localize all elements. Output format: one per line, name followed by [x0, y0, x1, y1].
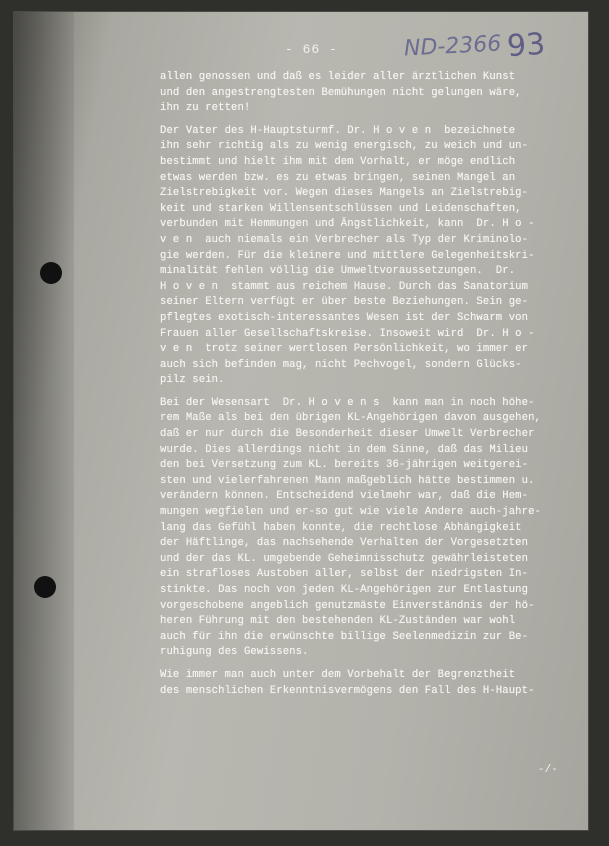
- paragraph: [160, 70, 570, 117]
- text-line: ein strafloses Austoben aller, selbst der niedrigsten In-: [160, 568, 529, 581]
- text-line: mungen wegfielen und er-so gut wie viele Andere auch-jahre-: [160, 506, 541, 519]
- text-line: etwas werden bzw. es zu etwas bringen, seinen Mangel an: [160, 171, 516, 184]
- text-line: verändern können. Entscheidend vielmehr war, daß die Hem-: [160, 490, 529, 503]
- text-line: v e n auch niemals ein Verbrecher als Typ der Kriminolo-: [160, 233, 529, 246]
- text-line: v e n trotz seiner wertlosen Persönlichkeit, wo immer er: [160, 343, 529, 356]
- text-line: allen genossen und daß es leider aller ärztlichen Kunst: [160, 71, 516, 83]
- text-line: daß er nur durch die Besonderheit dieser Umwelt Verbrecher: [160, 428, 535, 441]
- text-line: ihn sehr richtig als zu wenig energisch, zu weich und un-: [160, 140, 529, 153]
- text-line: wurde. Dies allerdings nicht in dem Sinne, daß das Milieu: [160, 443, 529, 456]
- text-line: H o v e n stammt aus reichem Hause. Durch das Sanatorium: [160, 280, 529, 293]
- text-line: seiner Eltern verfügt er über beste Beziehungen. Sein ge-: [160, 296, 529, 309]
- binding-fold-shadow: [14, 12, 74, 830]
- text-line: der Häftlinge, das nachsehende Verhalten der Vorgesetzten: [160, 537, 529, 550]
- text-line: auch sich befinden mag, nicht Pechvogel, sondern Glücks-: [160, 358, 522, 371]
- text-line: sten und vielerfahrenen Mann maßgeblich hätte bestimmen u.: [160, 474, 535, 487]
- text-line: Wie immer man auch unter dem Vorbehalt der Begrenztheit: [160, 668, 516, 681]
- text-line: heren Führung mit den bestehenden KL-Zuständen war wohl: [160, 615, 516, 628]
- text-line: minalität fehlen völlig die Umweltvoraussetzungen. Dr.: [160, 265, 516, 278]
- paragraph: [160, 124, 570, 389]
- text-line: den bei Versetzung zum KL. bereits 36-jährigen weitgerei-: [160, 459, 529, 472]
- typed-body-text: [160, 70, 570, 699]
- page-number: - 66 -: [285, 42, 338, 57]
- archive-stamp-number: ND-2366: [403, 31, 502, 62]
- text-line: und den angestrengtesten Bemühungen nicht gelungen wäre,: [160, 86, 522, 99]
- text-line: pilz sein.: [160, 374, 225, 387]
- text-line: keit und starken Willensentschlüssen und Leidenschaften,: [160, 202, 522, 215]
- text-line: des menschlichen Erkenntnisvermögens den Fall des H-Haupt-: [160, 684, 535, 697]
- text-line: ruhigung des Gewissens.: [160, 646, 309, 659]
- paragraph: [160, 668, 570, 699]
- text-line: Der Vater des H-Hauptsturmf. Dr. H o v e n bezeichnete: [160, 124, 516, 137]
- punch-hole-lower: [34, 576, 56, 598]
- continuation-mark: -/-: [538, 764, 558, 776]
- text-line: pflegtes exotisch-interessantes Wesen ist der Schwarm von: [160, 311, 529, 324]
- text-line: auch für ihn die erwünschte billige Seelenmedizin zur Be-: [160, 630, 529, 643]
- folio-number: 93: [505, 26, 547, 65]
- text-line: rem Maße als bei den übrigen KL-Angehörigen davon ausgehen,: [160, 412, 541, 425]
- text-line: ihn zu retten!: [160, 102, 251, 115]
- paragraph: [160, 396, 570, 661]
- text-line: stinkte. Das noch von jeden KL-Angehörigen zur Entlastung: [160, 584, 529, 596]
- paragraph-gap: [160, 389, 570, 396]
- text-line: gie werden. Für die kleinere und mittlere Gelegenheitskri-: [160, 249, 535, 262]
- text-line: und der das KL. umgebende Geheimnisschutz gewährleisteten: [160, 552, 529, 565]
- text-line: Frauen aller Gesellschaftskreise. Insoweit wird Dr. H o -: [160, 327, 535, 340]
- text-line: verbunden mit Hemmungen und Ängstlichkeit, kann Dr. H o -: [160, 218, 535, 231]
- text-line: Zielstrebigkeit vor. Wegen dieses Mangels an Zielstrebig-: [160, 187, 529, 200]
- text-line: bestimmt und hielt ihm mit dem Vorhalt, er möge endlich: [160, 155, 516, 168]
- text-line: Bei der Wesensart Dr. H o v e n s kann man in noch höhe-: [160, 396, 535, 409]
- text-line: lang das Gefühl haben konnte, die rechtlose Abhängigkeit: [160, 521, 522, 534]
- paragraph-gap: [160, 117, 570, 124]
- paragraph-gap: [160, 661, 570, 668]
- punch-hole-upper: [40, 262, 62, 284]
- text-line: vorgeschobene angeblich genutzmäste Einverständnis der hö-: [160, 599, 535, 612]
